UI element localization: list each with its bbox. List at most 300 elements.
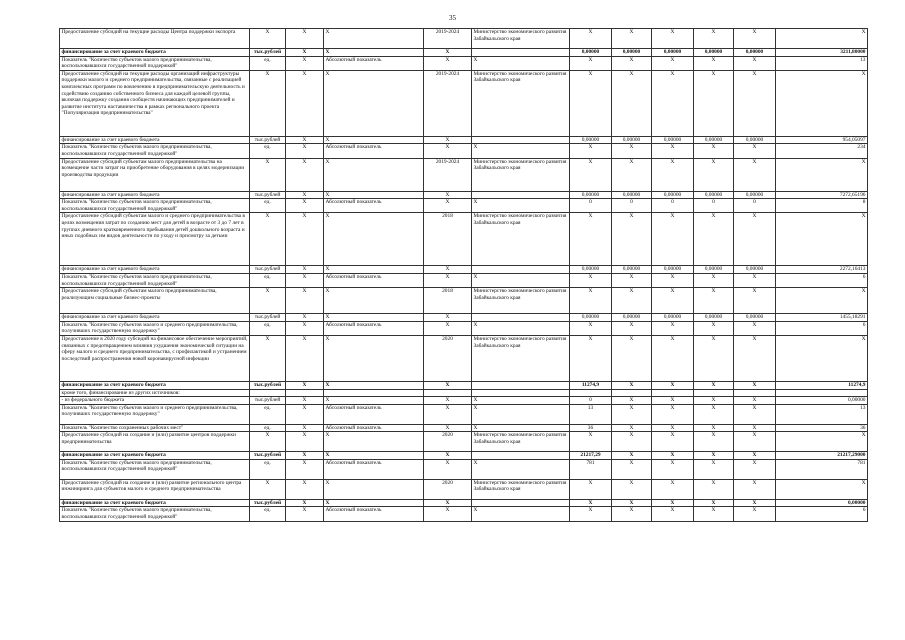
- period-cell: X: [424, 381, 472, 389]
- code-cell: X: [286, 381, 324, 389]
- value-2022-cell: 0,00000: [694, 266, 734, 274]
- code-cell: X: [286, 136, 324, 144]
- value-2021-cell: X: [652, 70, 694, 136]
- value-2023-cell: X: [734, 70, 776, 136]
- table-row: [60, 136, 868, 144]
- code-cell: X: [286, 499, 324, 507]
- value-2019-cell: 36: [570, 424, 612, 432]
- indicator-type-cell: Абсолютный показатель: [324, 144, 424, 158]
- value-2022-cell: 0,00000: [694, 136, 734, 144]
- unit-cell: ед.: [250, 56, 286, 70]
- value-2020-cell: X: [612, 213, 652, 266]
- value-total-cell: 0,00000: [776, 499, 868, 507]
- value-total-cell: 1455,18291: [776, 314, 868, 322]
- value-total-cell: 954,05097: [776, 136, 868, 144]
- executor-cell: [472, 191, 570, 199]
- indicator-type-cell: X: [324, 213, 424, 266]
- value-2019-cell: X: [570, 158, 612, 191]
- table-row: [60, 389, 868, 397]
- value-2023-cell: X: [734, 288, 776, 314]
- indicator-type-cell: X: [324, 158, 424, 191]
- value-2023-cell: [734, 389, 776, 397]
- value-2020-cell: X: [612, 452, 652, 460]
- unit-cell: X: [250, 29, 286, 49]
- value-total-cell: X: [776, 158, 868, 191]
- value-2023-cell: X: [734, 479, 776, 499]
- value-2021-cell: X: [652, 432, 694, 452]
- value-2023-cell: X: [734, 424, 776, 432]
- unit-cell: X: [250, 213, 286, 266]
- description-cell: Предоставление субсидий на текущие расходы Центра поддержки экспорта: [60, 29, 250, 49]
- value-total-cell: X: [776, 70, 868, 136]
- table-row: [60, 507, 868, 521]
- table-row: [60, 381, 868, 389]
- value-2022-cell: X: [694, 381, 734, 389]
- value-total-cell: 36: [776, 424, 868, 432]
- executor-cell: [472, 49, 570, 57]
- value-2022-cell: X: [694, 499, 734, 507]
- value-2021-cell: X: [652, 144, 694, 158]
- executor-cell: Министерство экономического развития Забайкальского края: [472, 479, 570, 499]
- period-cell: 2020: [424, 432, 472, 452]
- value-2019-cell: X: [570, 213, 612, 266]
- value-2023-cell: 0,00000: [734, 314, 776, 322]
- value-2020-cell: 0,00000: [612, 191, 652, 199]
- indicator-type-cell: Абсолютный показатель: [324, 56, 424, 70]
- description-cell: Показатель "Количество субъектов малого предпринимательства, воспользовавшихся государственной поддержкой": [60, 273, 250, 287]
- value-2020-cell: 0,00000: [612, 266, 652, 274]
- value-2019-cell: 0,00000: [570, 314, 612, 322]
- value-total-cell: X: [776, 335, 868, 381]
- indicator-type-cell: Абсолютный показатель: [324, 507, 424, 521]
- table-row: [60, 56, 868, 70]
- value-2019-cell: 0: [570, 397, 612, 405]
- indicator-type-cell: X: [324, 314, 424, 322]
- value-2019-cell: 21217,29: [570, 452, 612, 460]
- table-body: [60, 29, 868, 522]
- executor-cell: Министерство экономического развития Забайкальского края: [472, 288, 570, 314]
- executor-cell: X: [472, 397, 570, 405]
- description-cell: финансирование за счет краевого бюджета: [60, 314, 250, 322]
- indicator-type-cell: [324, 389, 424, 397]
- description-cell: Показатель "Количество субъектов малого предпринимательства, воспользовавшихся государственной поддержкой": [60, 507, 250, 521]
- value-2020-cell: X: [612, 507, 652, 521]
- code-cell: X: [286, 70, 324, 136]
- executor-cell: Министерство экономического развития Забайкальского края: [472, 213, 570, 266]
- table-row: [60, 199, 868, 213]
- code-cell: X: [286, 213, 324, 266]
- value-2020-cell: 0,00000: [612, 314, 652, 322]
- executor-cell: [472, 314, 570, 322]
- value-2020-cell: X: [612, 273, 652, 287]
- code-cell: X: [286, 432, 324, 452]
- value-2020-cell: X: [612, 479, 652, 499]
- value-2019-cell: X: [570, 479, 612, 499]
- unit-cell: X: [250, 288, 286, 314]
- executor-cell: Министерство экономического развития Забайкальского края: [472, 335, 570, 381]
- value-2020-cell: X: [612, 288, 652, 314]
- value-2019-cell: 0,00000: [570, 49, 612, 57]
- description-cell: Показатель "Количество субъектов малого предпринимательства, воспользовавшихся государственной поддержкой": [60, 199, 250, 213]
- unit-cell: X: [250, 335, 286, 381]
- unit-cell: тыс.рублей: [250, 499, 286, 507]
- value-2022-cell: 0,00000: [694, 191, 734, 199]
- code-cell: X: [286, 49, 324, 57]
- value-2021-cell: X: [652, 321, 694, 335]
- indicator-type-cell: X: [324, 136, 424, 144]
- code-cell: X: [286, 459, 324, 479]
- value-2020-cell: 0,00000: [612, 49, 652, 57]
- value-2023-cell: X: [734, 404, 776, 424]
- value-2020-cell: [612, 389, 652, 397]
- value-2019-cell: 11274,9: [570, 381, 612, 389]
- table-row: [60, 288, 868, 314]
- value-2021-cell: 0,00000: [652, 314, 694, 322]
- value-2020-cell: 0,00000: [612, 136, 652, 144]
- value-2021-cell: 0,00000: [652, 136, 694, 144]
- value-2021-cell: X: [652, 452, 694, 460]
- indicator-type-cell: X: [324, 29, 424, 49]
- description-cell: Предоставление субсидий на создание и (или) развитие регионального центра инжиниринга для субъектов малого и среднего предпринимательства: [60, 479, 250, 499]
- value-2022-cell: X: [694, 424, 734, 432]
- unit-cell: тыс.рублей: [250, 191, 286, 199]
- description-cell: Предоставление субсидий субъектам малого и среднего предпринимательства в целях возмещения затрат по созданию мест для детей в возрасте от 3 до 7 лет в группах дневного кратковременного пребывания детей дошкольного возраста и иных подобных им видов деятельности по уходу и присмотру за детьми: [60, 213, 250, 266]
- period-cell: 2020: [424, 335, 472, 381]
- value-2023-cell: X: [734, 321, 776, 335]
- value-2023-cell: X: [734, 397, 776, 405]
- period-cell: X: [424, 404, 472, 424]
- executor-cell: [472, 266, 570, 274]
- value-2023-cell: X: [734, 381, 776, 389]
- description-cell: Показатель "Количество субъектов малого предпринимательства, воспользовавшихся государственной поддержкой": [60, 459, 250, 479]
- value-2023-cell: X: [734, 56, 776, 70]
- table-row: [60, 452, 868, 460]
- value-total-cell: X: [776, 479, 868, 499]
- value-2021-cell: X: [652, 499, 694, 507]
- value-2022-cell: X: [694, 321, 734, 335]
- table-row: [60, 49, 868, 57]
- value-2022-cell: X: [694, 452, 734, 460]
- description-cell: Предоставление субсидий на текущие расходы организаций инфраструктуры поддержки малого и среднего предпринимательства, связанные с реализацией комплексных программ по вовлечению в предпринимательскую деятельность и содействию созданию собственного бизнеса для каждой целевой группы, включая поддержку создания сообществ начинающих предпринимателей и развитие института наставничества в рамках регионального проекта "Популяризация предпринимательства": [60, 70, 250, 136]
- code-cell: X: [286, 56, 324, 70]
- period-cell: X: [424, 56, 472, 70]
- period-cell: X: [424, 273, 472, 287]
- value-2022-cell: X: [694, 479, 734, 499]
- value-2020-cell: X: [612, 70, 652, 136]
- value-2021-cell: 0,00000: [652, 266, 694, 274]
- table-row: [60, 424, 868, 432]
- value-total-cell: 13: [776, 56, 868, 70]
- value-2022-cell: X: [694, 70, 734, 136]
- value-2020-cell: X: [612, 29, 652, 49]
- value-2023-cell: X: [734, 144, 776, 158]
- value-total-cell: X: [776, 29, 868, 49]
- indicator-type-cell: Абсолютный показатель: [324, 424, 424, 432]
- value-total-cell: 11274,9: [776, 381, 868, 389]
- unit-cell: тыс.рублей: [250, 397, 286, 405]
- value-2022-cell: X: [694, 144, 734, 158]
- value-2020-cell: X: [612, 424, 652, 432]
- description-cell: Предоставление субсидий субъектам малого предпринимательства, реализующим социальные бизнес-проекты: [60, 288, 250, 314]
- value-2021-cell: X: [652, 56, 694, 70]
- value-2021-cell: X: [652, 507, 694, 521]
- value-2019-cell: X: [570, 56, 612, 70]
- description-cell: финансирование за счет краевого бюджета: [60, 499, 250, 507]
- period-cell: X: [424, 321, 472, 335]
- value-2020-cell: X: [612, 381, 652, 389]
- value-2019-cell: 781: [570, 459, 612, 479]
- unit-cell: ед.: [250, 404, 286, 424]
- value-2021-cell: X: [652, 479, 694, 499]
- value-2022-cell: X: [694, 273, 734, 287]
- table-row: [60, 158, 868, 191]
- value-2022-cell: X: [694, 288, 734, 314]
- indicator-type-cell: X: [324, 335, 424, 381]
- period-cell: 2019-2024: [424, 158, 472, 191]
- executor-cell: Министерство экономического развития Забайкальского края: [472, 432, 570, 452]
- executor-cell: X: [472, 507, 570, 521]
- indicator-type-cell: X: [324, 49, 424, 57]
- period-cell: X: [424, 424, 472, 432]
- value-2023-cell: X: [734, 273, 776, 287]
- description-cell: Показатель "Количество субъектов малого и среднего предпринимательства, получивших государственную поддержку": [60, 404, 250, 424]
- value-2022-cell: 0,00000: [694, 49, 734, 57]
- value-total-cell: 8: [776, 199, 868, 213]
- value-total-cell: 6: [776, 321, 868, 335]
- value-2021-cell: X: [652, 288, 694, 314]
- period-cell: X: [424, 199, 472, 213]
- executor-cell: [472, 499, 570, 507]
- unit-cell: тыс.рублей: [250, 266, 286, 274]
- table-row: [60, 479, 868, 499]
- description-cell: Предоставление в 2020 году субсидий на финансовое обеспечение мероприятий, связанных с предотвращением влияния ухудшения экономической ситуации на сферу малого и среднего предпринимательства, с профилактикой и устранением последствий распространения новой коронавирусной инфекции: [60, 335, 250, 381]
- indicator-type-cell: Абсолютный показатель: [324, 404, 424, 424]
- value-2019-cell: 0,00000: [570, 266, 612, 274]
- unit-cell: ед.: [250, 199, 286, 213]
- period-cell: 2020: [424, 479, 472, 499]
- table-row: [60, 459, 868, 479]
- value-2022-cell: X: [694, 397, 734, 405]
- description-cell: кроме того, финансирование из других источников:: [60, 389, 250, 397]
- indicator-type-cell: X: [324, 432, 424, 452]
- unit-cell: тыс.рублей: [250, 452, 286, 460]
- program-table: [59, 28, 868, 522]
- executor-cell: Министерство экономического развития Забайкальского края: [472, 158, 570, 191]
- value-2019-cell: X: [570, 288, 612, 314]
- executor-cell: [472, 136, 570, 144]
- value-2019-cell: X: [570, 321, 612, 335]
- description-cell: финансирование за счет краевого бюджета: [60, 452, 250, 460]
- value-total-cell: 6: [776, 507, 868, 521]
- code-cell: [286, 389, 324, 397]
- value-total-cell: 781: [776, 459, 868, 479]
- value-2021-cell: X: [652, 213, 694, 266]
- executor-cell: X: [472, 144, 570, 158]
- executor-cell: X: [472, 424, 570, 432]
- value-2019-cell: X: [570, 29, 612, 49]
- value-2019-cell: X: [570, 507, 612, 521]
- unit-cell: X: [250, 432, 286, 452]
- value-2023-cell: X: [734, 432, 776, 452]
- value-2020-cell: X: [612, 404, 652, 424]
- period-cell: X: [424, 49, 472, 57]
- value-2019-cell: X: [570, 432, 612, 452]
- indicator-type-cell: Абсолютный показатель: [324, 273, 424, 287]
- description-cell: финансирование за счет краевого бюджета: [60, 191, 250, 199]
- value-2021-cell: X: [652, 397, 694, 405]
- description-cell: Предоставление субсидий субъектам малого предпринимательства на возмещение части затрат на приобретение оборудования в целях модернизации производства продукции: [60, 158, 250, 191]
- period-cell: X: [424, 459, 472, 479]
- value-2021-cell: X: [652, 424, 694, 432]
- description-cell: - из федерального бюджета: [60, 397, 250, 405]
- value-2020-cell: X: [612, 321, 652, 335]
- executor-cell: [472, 452, 570, 460]
- code-cell: X: [286, 288, 324, 314]
- indicator-type-cell: X: [324, 397, 424, 405]
- value-2021-cell: 0: [652, 199, 694, 213]
- table-row: [60, 191, 868, 199]
- value-2019-cell: 0: [570, 199, 612, 213]
- value-2022-cell: X: [694, 507, 734, 521]
- indicator-type-cell: X: [324, 452, 424, 460]
- value-2023-cell: X: [734, 459, 776, 479]
- code-cell: X: [286, 273, 324, 287]
- code-cell: X: [286, 424, 324, 432]
- table-row: [60, 335, 868, 381]
- code-cell: X: [286, 321, 324, 335]
- code-cell: X: [286, 191, 324, 199]
- period-cell: X: [424, 397, 472, 405]
- code-cell: X: [286, 158, 324, 191]
- unit-cell: X: [250, 158, 286, 191]
- value-2019-cell: 13: [570, 404, 612, 424]
- value-2023-cell: 0,00000: [734, 49, 776, 57]
- period-cell: X: [424, 499, 472, 507]
- value-2021-cell: X: [652, 404, 694, 424]
- value-2019-cell: [570, 389, 612, 397]
- value-2023-cell: X: [734, 507, 776, 521]
- value-2020-cell: X: [612, 56, 652, 70]
- value-total-cell: X: [776, 432, 868, 452]
- value-2022-cell: 0: [694, 199, 734, 213]
- code-cell: X: [286, 314, 324, 322]
- indicator-type-cell: X: [324, 70, 424, 136]
- value-2022-cell: X: [694, 432, 734, 452]
- indicator-type-cell: X: [324, 499, 424, 507]
- unit-cell: тыс.рублей: [250, 136, 286, 144]
- value-2023-cell: X: [734, 335, 776, 381]
- value-total-cell: X: [776, 288, 868, 314]
- code-cell: X: [286, 507, 324, 521]
- value-2022-cell: X: [694, 335, 734, 381]
- value-2021-cell: 0,00000: [652, 191, 694, 199]
- value-2022-cell: [694, 389, 734, 397]
- value-2020-cell: X: [612, 158, 652, 191]
- value-2022-cell: X: [694, 459, 734, 479]
- description-cell: финансирование за счет краевого бюджета: [60, 49, 250, 57]
- value-2023-cell: X: [734, 499, 776, 507]
- table-row: [60, 404, 868, 424]
- value-2019-cell: X: [570, 273, 612, 287]
- executor-cell: X: [472, 273, 570, 287]
- value-total-cell: 0,00000: [776, 397, 868, 405]
- executor-cell: X: [472, 404, 570, 424]
- unit-cell: X: [250, 70, 286, 136]
- value-total-cell: 21217,29000: [776, 452, 868, 460]
- period-cell: 2018: [424, 288, 472, 314]
- value-2020-cell: X: [612, 432, 652, 452]
- value-2023-cell: X: [734, 452, 776, 460]
- period-cell: 2019-2024: [424, 70, 472, 136]
- unit-cell: ед.: [250, 321, 286, 335]
- value-2021-cell: X: [652, 459, 694, 479]
- value-2019-cell: X: [570, 70, 612, 136]
- value-total-cell: 7272,65196: [776, 191, 868, 199]
- code-cell: X: [286, 479, 324, 499]
- value-2021-cell: X: [652, 273, 694, 287]
- indicator-type-cell: X: [324, 191, 424, 199]
- table-row: [60, 314, 868, 322]
- indicator-type-cell: X: [324, 381, 424, 389]
- value-total-cell: 13: [776, 404, 868, 424]
- code-cell: X: [286, 266, 324, 274]
- description-cell: Предоставление субсидий на создание и (или) развитие центров поддержки предпринимательства: [60, 432, 250, 452]
- value-2023-cell: X: [734, 213, 776, 266]
- value-2022-cell: X: [694, 56, 734, 70]
- value-2022-cell: X: [694, 213, 734, 266]
- executor-cell: Министерство экономического развития Забайкальского края: [472, 29, 570, 49]
- value-2022-cell: X: [694, 404, 734, 424]
- table-row: [60, 273, 868, 287]
- value-total-cell: X: [776, 213, 868, 266]
- unit-cell: ед.: [250, 273, 286, 287]
- period-cell: X: [424, 136, 472, 144]
- description-cell: Показатель "Количество субъектов малого и среднего предпринимательства, получивших государственную поддержку": [60, 321, 250, 335]
- value-2019-cell: 0,00000: [570, 191, 612, 199]
- period-cell: X: [424, 314, 472, 322]
- executor-cell: X: [472, 321, 570, 335]
- period-cell: 2019-2024: [424, 29, 472, 49]
- unit-cell: тыс.рублей: [250, 314, 286, 322]
- value-2020-cell: X: [612, 499, 652, 507]
- unit-cell: тыс.рублей: [250, 381, 286, 389]
- value-2021-cell: X: [652, 381, 694, 389]
- value-2023-cell: 0,00000: [734, 266, 776, 274]
- code-cell: X: [286, 452, 324, 460]
- executor-cell: [472, 389, 570, 397]
- executor-cell: [472, 381, 570, 389]
- indicator-type-cell: Абсолютный показатель: [324, 321, 424, 335]
- value-total-cell: 3211,80000: [776, 49, 868, 57]
- value-2021-cell: X: [652, 158, 694, 191]
- unit-cell: ед.: [250, 424, 286, 432]
- period-cell: X: [424, 452, 472, 460]
- description-cell: Показатель "Количество субъектов малого предпринимательства, воспользовавшихся государственной поддержкой": [60, 144, 250, 158]
- value-2020-cell: X: [612, 459, 652, 479]
- executor-cell: X: [472, 56, 570, 70]
- code-cell: X: [286, 397, 324, 405]
- table-row: [60, 397, 868, 405]
- value-2019-cell: X: [570, 335, 612, 381]
- table-row: [60, 144, 868, 158]
- unit-cell: тыс.рублей: [250, 49, 286, 57]
- value-2022-cell: X: [694, 158, 734, 191]
- description-cell: финансирование за счет краевого бюджета: [60, 381, 250, 389]
- value-2021-cell: X: [652, 29, 694, 49]
- code-cell: X: [286, 29, 324, 49]
- executor-cell: X: [472, 199, 570, 213]
- value-total-cell: 2272,16413: [776, 266, 868, 274]
